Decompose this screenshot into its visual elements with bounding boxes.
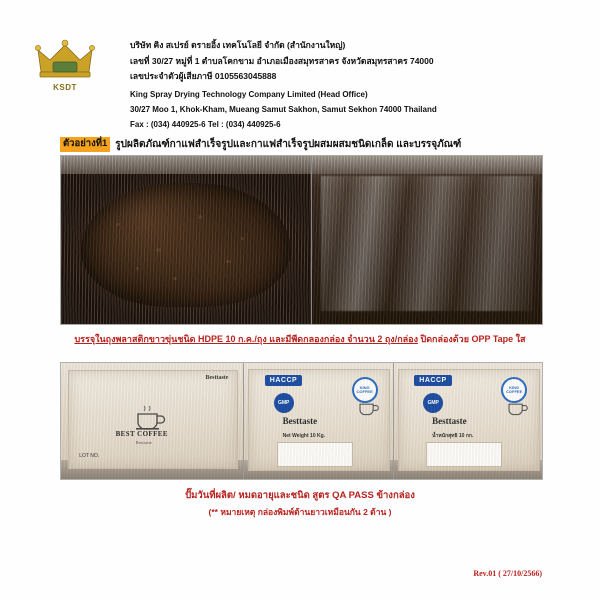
certification-seal-icon: KING COFFEE bbox=[352, 377, 378, 403]
company-address bbox=[130, 28, 600, 133]
best-coffee-carton-photo bbox=[61, 363, 243, 479]
packaging-caption-1-tail: ปิดกล่องด้วย OPP Tape ใส bbox=[420, 334, 526, 344]
address-en-1: King Spray Drying Technology Company Limited (Head Office) bbox=[130, 90, 368, 100]
revision-footer: Rev.01 ( 27/10/2566) bbox=[473, 569, 542, 578]
packaging-caption-1-main: บรรจุในถุงพลาสติกขาวขุ่นชนิด HDPE 10 ก.ค./ถุง และมีพีดกลองกล่อง จำนวน 2 ถุง/กล่อง bbox=[74, 334, 418, 344]
section-title: รูปผลิตภัณฑ์กาแฟสำเร็จรูปและกาแฟสำเร็จรูปผสมผสมชนิดเกล็ด และบรรจุภัณฑ์ bbox=[115, 139, 462, 150]
address-en-3: Fax : (034) 440925-6 Tel : (034) 440925-6 bbox=[130, 119, 281, 129]
address-th-2: เลขที่ 30/27 หมู่ที่ 1 ตำบลโคกขาม อำเภอเมืองสมุทรสาคร จังหวัดสมุทรสาคร 74000 bbox=[130, 55, 434, 66]
carton-c-brand: Besttaste bbox=[432, 416, 467, 427]
certification-seal-icon: KING COFFEE bbox=[501, 377, 527, 403]
section-heading bbox=[60, 137, 461, 152]
packaging-caption-1 bbox=[0, 332, 600, 346]
haccp-badge: HACCP bbox=[414, 375, 451, 386]
letterhead bbox=[0, 28, 600, 133]
carton-a-brand: BEST COFFEE bbox=[115, 430, 168, 439]
carton-b-brand: Besttaste bbox=[282, 416, 318, 427]
gmp-badge: GMP bbox=[274, 393, 294, 413]
address-en-2: 30/27 Moo 1, Khok-Kham, Mueang Samut Sakhon, Samut Sekhon 74000 Thailand bbox=[130, 104, 437, 114]
carton-a-sub: Besttaste bbox=[135, 439, 152, 445]
sample-badge: ตัวอย่างที่1 bbox=[60, 137, 110, 151]
hdpe-inner-bag-photo bbox=[312, 156, 542, 324]
product-photo-row-1 bbox=[60, 155, 543, 325]
packaging-caption-2: ปั๊มวันที่ผลิต/ หมดอายุและชนิด สูตร QA PASS ข้างกล่อง bbox=[185, 490, 415, 501]
company-logo bbox=[0, 28, 130, 92]
carton-a-corner-brand: Besttaste bbox=[205, 374, 229, 381]
address-th-3: เลขประจำตัวผู้เสียภาษี 0105563045888 bbox=[130, 71, 277, 82]
carton-a-lot-label: LOT NO. bbox=[79, 453, 100, 460]
carton-photo-row-2 bbox=[60, 362, 543, 480]
carton-b-weight: Net Weight 10 Kg. bbox=[282, 432, 326, 439]
packaging-caption-2-note: (** หมายเหตุ กล่องพิมพ์ด้านยาวเหมือนกัน 2 ด้าน ) bbox=[208, 507, 392, 517]
besttaste-carton-front-photo bbox=[244, 363, 393, 479]
carton-c-info-label bbox=[426, 442, 502, 467]
haccp-badge: HACCP bbox=[265, 375, 302, 386]
coffee-cup-icon bbox=[357, 398, 381, 416]
address-th-1: บริษัท คิง สเปรย์ ดรายอิ้ง เทคโนโลยี จำกัด (สำนักงานใหญ่) bbox=[130, 40, 346, 50]
carton-b-info-label bbox=[277, 442, 353, 467]
logo-wordmark: KSDT bbox=[53, 83, 77, 92]
coffee-cup-icon bbox=[506, 398, 530, 416]
gmp-badge: GMP bbox=[423, 393, 443, 413]
besttaste-carton-back-photo bbox=[394, 363, 543, 479]
crown-icon bbox=[33, 38, 97, 82]
instant-coffee-granules-photo bbox=[61, 156, 311, 324]
carton-c-weight: น้ำหนักสุทธิ 10 กก. bbox=[432, 432, 474, 439]
coffee-cup-icon bbox=[134, 405, 168, 431]
